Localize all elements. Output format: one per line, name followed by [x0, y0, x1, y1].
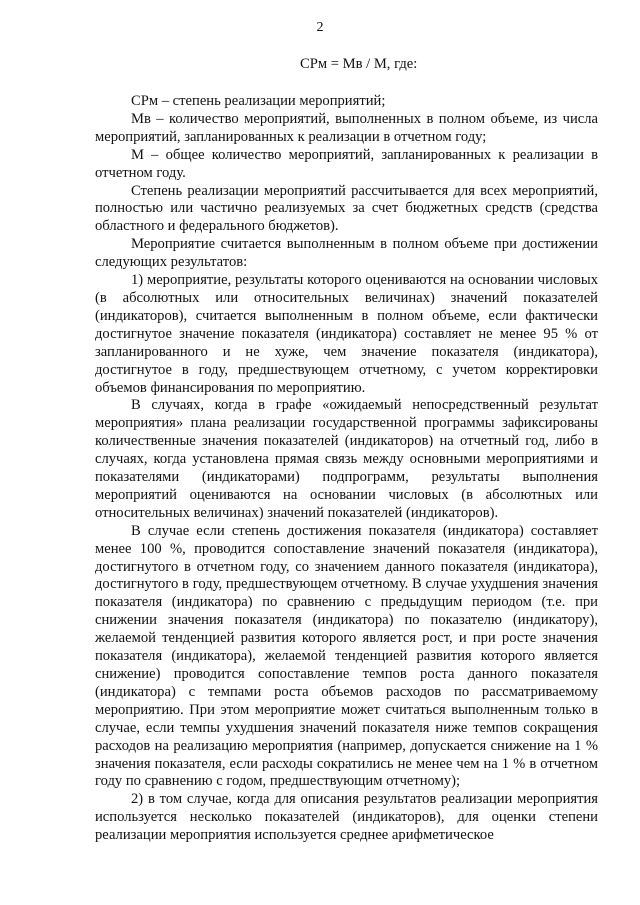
paragraph-calculation-scope: Степень реализации мероприятий рассчитывается для всех мероприятий, полностью или частично реализуемых за счет бюджетных средств (средства областного и федерального бюджетов).: [95, 182, 598, 235]
paragraph-criterion-1: 1) мероприятие, результаты которого оцениваются на основании числовых (в абсолютных или относительных величинах) значений показателей (индикаторов), считается выполненным в полном объеме, если фактически достигнутое значение показателя (индикатора) составляет не менее 95 % от запланированного и не хуже, чем значение показателя (индикатора), достигнутое в году, предшествующем отчетному, с учетом корректировки объемов финансирования по мероприятию.: [95, 272, 598, 396]
paragraph-completion-criteria: Мероприятие считается выполненным в полном объеме при достижении следующих результатов:: [95, 236, 598, 271]
paragraph-below-100-percent: В случае если степень достижения показателя (индикатора) составляет менее 100 %, проводится сопоставление значений показателя (индикатора), достигнутого в отчетном году, со значением данного показателя (индикатора), достигнутого в году, предшествующем отчетному. В случае ухудшения значения показателя (индикатора) по сравнению с предыдущим периодом (т.е. при снижении значения показателя (индикатора) по показателю (индикатору), желаемой тенденцией развития которого является рост, и при росте значения показателя (индикатора), желаемой тенденцией развития которого является снижение) проводится сопоставление темпов роста данного показателя (индикатора) с темпами роста объемов расходов по рассматриваемому мероприятию. При этом мероприятие может считаться выполненным только в случае, если темпы ухудшения значений показателя ниже темпов сокращения расходов на реализацию мероприятия (например, допускается снижение на 1 % значения показателя, если расходы сократились не менее чем на 1 % в отчетном году по сравнению с годом, предшествующим отчетному);: [95, 522, 598, 790]
paragraph-definition-mv: Мв – количество мероприятий, выполненных в полном объеме, из числа мероприятий, запланированных к реализации в отчетном году;: [95, 110, 598, 145]
paragraph-definition-srm: СРм – степень реализации мероприятий;: [131, 93, 386, 109]
page-number: 2: [316, 20, 324, 35]
paragraph-definition-m: М – общее количество мероприятий, запланированных к реализации в отчетном году.: [95, 146, 598, 181]
paragraph-criterion-2: 2) в том случае, когда для описания результатов реализации мероприятия используется несколько показателей (индикаторов), для оценки степени реализации мероприятия используется среднее арифметическое: [95, 791, 598, 844]
paragraph-expected-result: В случаях, когда в графе «ожидаемый непосредственный результат мероприятия» плана реализации государственной программы зафиксированы количественные значения показателей (индикаторов) на отчетный год, либо в случаях, когда установлена прямая связь между основными мероприятиями и показателями (индикаторами) подпрограмм, результаты выполнения мероприятий оцениваются на основании числовых (в абсолютных или относительных величинах) значений показателей (индикаторов).: [95, 397, 598, 521]
formula-line: СРм = Мв / М, где:: [300, 56, 418, 72]
document-body: [95, 93, 598, 845]
